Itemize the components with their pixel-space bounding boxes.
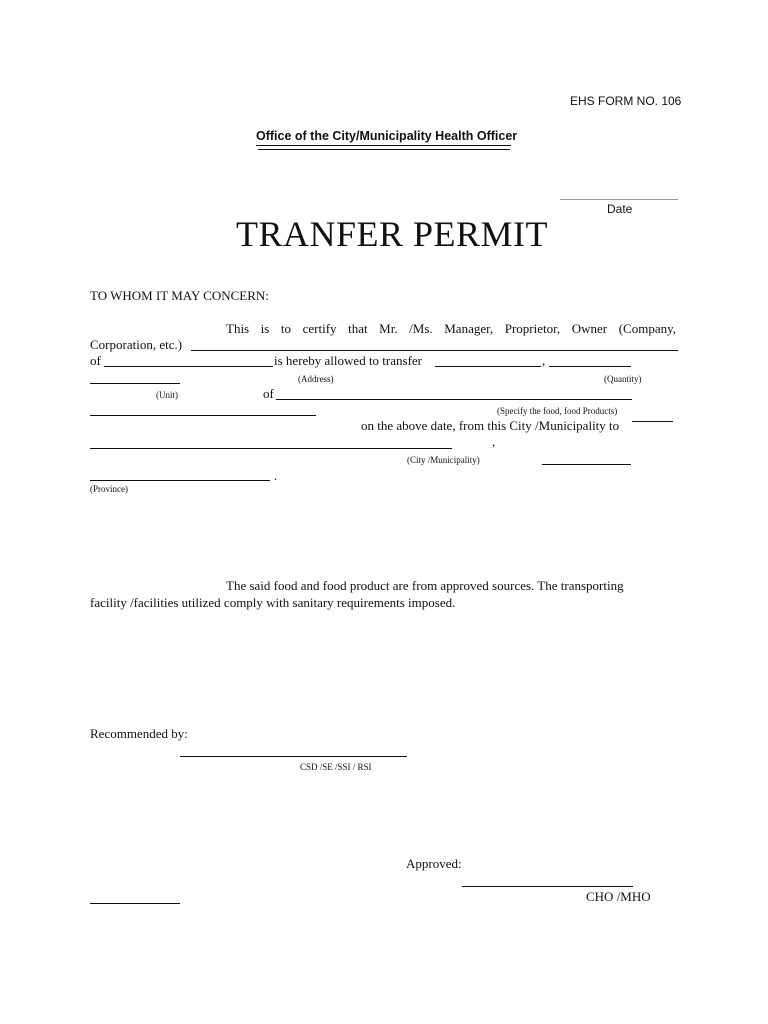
caption-province: (Province): [90, 484, 128, 494]
comma-1: ,: [542, 353, 546, 368]
period: .: [274, 468, 278, 483]
recommended-label: Recommended by:: [90, 726, 188, 741]
approved-label: Approved:: [406, 856, 462, 871]
approved-signature-line[interactable]: [462, 886, 633, 887]
office-underline-2: [258, 149, 510, 150]
bottom-left-line[interactable]: [90, 903, 180, 904]
province-line[interactable]: [90, 480, 270, 481]
form-number: EHS FORM NO. 106: [570, 94, 682, 108]
comma-2: ,: [492, 434, 496, 449]
of-label-2: of: [263, 386, 274, 401]
statement-line-1: The said food and food product are from approved sources. The transporting: [226, 578, 624, 593]
owner-name-line[interactable]: [191, 350, 678, 351]
quantity-line-1[interactable]: [435, 366, 541, 367]
date-label: Date: [607, 202, 633, 216]
above-date-text: on the above date, from this City /Municipality to: [361, 418, 620, 433]
corporation-label: Corporation, etc.): [90, 337, 183, 352]
caption-address: (Address): [298, 374, 334, 384]
office-heading: Office of the City/Municipality Health Officer: [256, 129, 518, 143]
food-products-line[interactable]: [276, 399, 632, 400]
recommended-title: CSD /SE /SSI / RSI: [300, 762, 372, 772]
destination-line-end[interactable]: [632, 421, 673, 422]
statement-line-2: facility /facilities utilized comply with sanitary requirements imposed.: [90, 595, 456, 610]
salutation: TO WHOM IT MAY CONCERN:: [90, 288, 269, 303]
unit-line[interactable]: [90, 383, 180, 384]
caption-quantity: (Quantity): [604, 374, 642, 384]
approved-title: CHO /MHO: [586, 889, 651, 904]
extra-line[interactable]: [542, 464, 631, 465]
quantity-line-2[interactable]: [549, 366, 631, 367]
certify-text: This is to certify that Mr. /Ms. Manager, Proprietor, Owner (Company,: [226, 321, 676, 336]
caption-city: (City /Municipality): [407, 455, 480, 465]
allowed-text: is hereby allowed to transfer: [274, 353, 423, 368]
recommended-signature-line[interactable]: [180, 756, 407, 757]
office-underline-1: [256, 145, 511, 146]
caption-specify: (Specify the food, food Products): [497, 406, 618, 416]
date-line[interactable]: [560, 199, 678, 200]
caption-unit: (Unit): [156, 390, 178, 400]
address-line[interactable]: [104, 366, 273, 367]
of-label: of: [90, 353, 101, 368]
food-products-line-2[interactable]: [90, 415, 316, 416]
city-line[interactable]: [90, 448, 452, 449]
permit-title: TRANFER PERMIT: [236, 214, 549, 254]
